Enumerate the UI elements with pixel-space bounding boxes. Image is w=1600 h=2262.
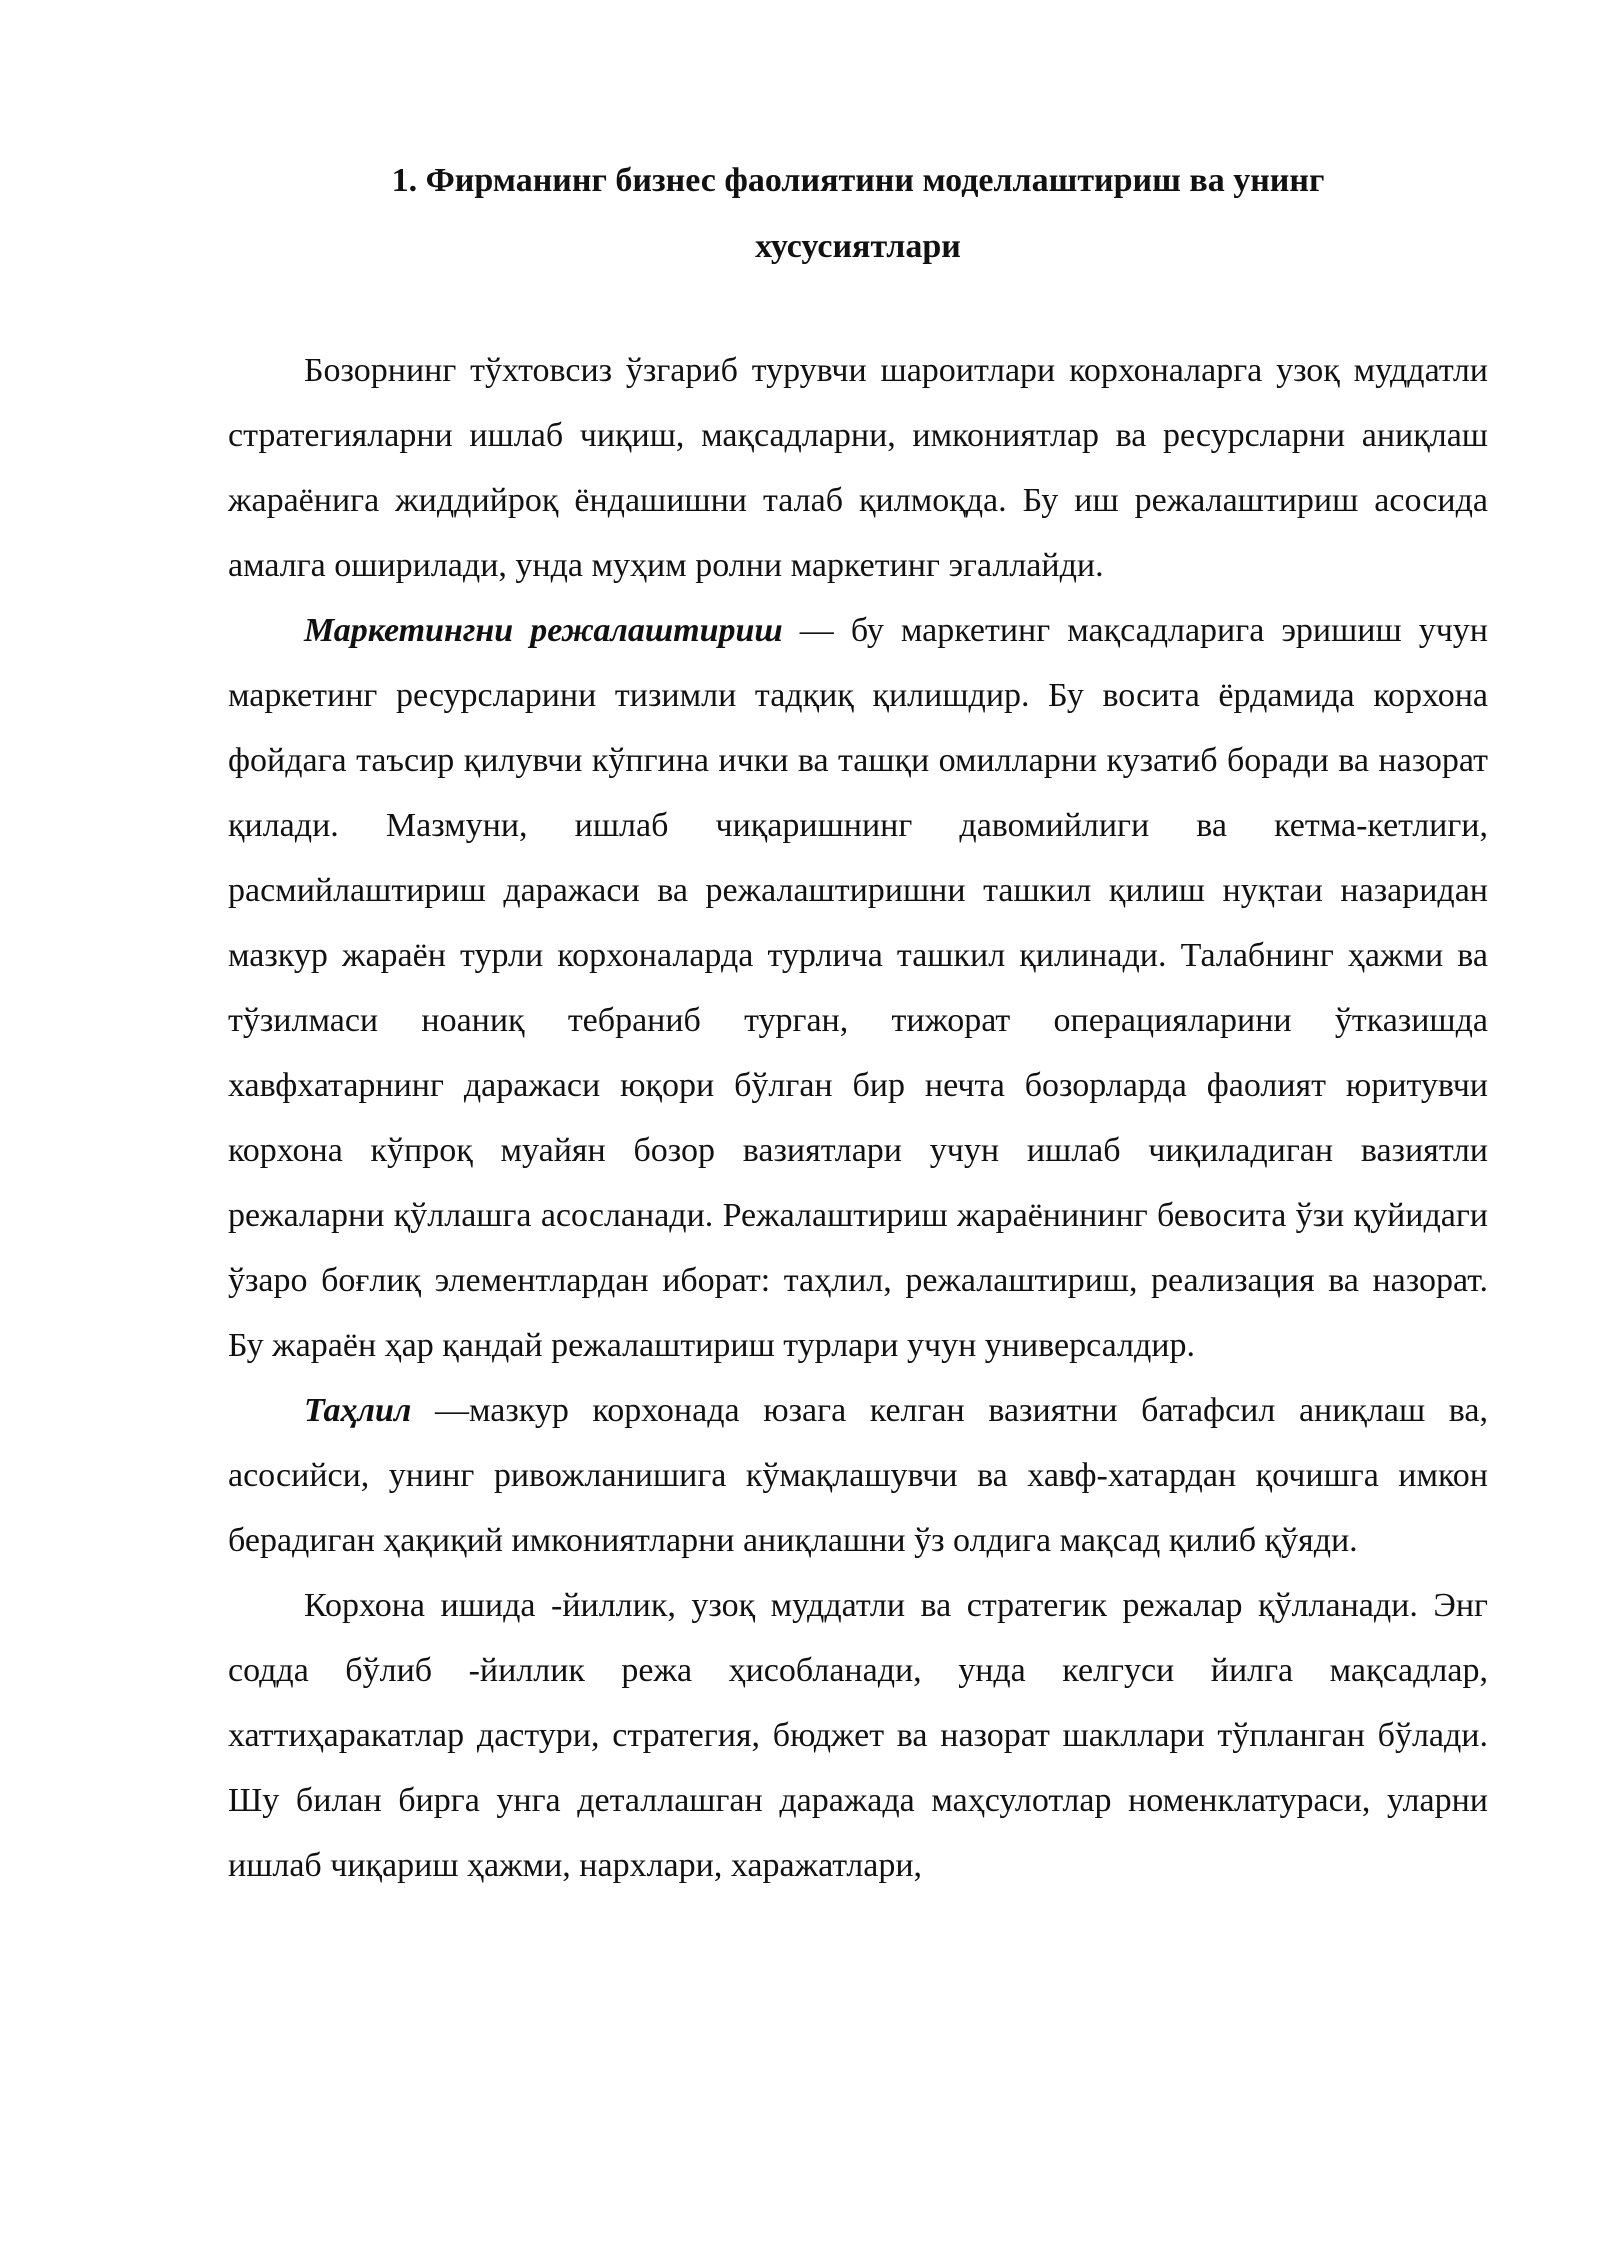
section-title-line-2: хусусиятлари [755, 228, 961, 265]
document-body [228, 148, 1488, 1898]
paragraph-text: Корхона ишида -йиллик, узоқ муддатли ва стратегик режалар қўлланади. Энг содда бўлиб -йиллик режа ҳисобланади, унда келгуси йилга мақсадлар, хаттиҳаракатлар дастури, стратегия, бюджет ва назорат шакллари тўпланган бўлади. Шу билан бирга унга деталлашган даражада маҳсулотлар номенклатураси, уларни ишлаб чиқариш ҳажми, нархлари, харажатлари, [228, 1587, 1488, 1884]
paragraph-intro [228, 338, 1488, 598]
paragraph-text: Бозорнинг тўхтовсиз ўзгариб турувчи шароитлари корхоналарга узоқ муддатли стратегияларни ишлаб чиқиш, мақсадларни, имкониятлар ва ресурсларни аниқлаш жараёнига жиддийроқ ёндашишни талаб қилмоқда. Бу иш режалаштириш асосида амалга оширилади, унда муҳим ролни маркетинг эгаллайди. [228, 352, 1488, 584]
term-marketing-planning: Маркетингни режалаштириш [304, 612, 783, 649]
paragraph-marketing-planning [228, 598, 1488, 1378]
paragraph-analysis [228, 1378, 1488, 1573]
paragraph-plans [228, 1573, 1488, 1898]
section-title [228, 148, 1488, 280]
paragraph-text: —мазкур корхонада юзага келган вазиятни батафсил аниқлаш ва, асосийси, унинг ривожланишига кўмақлашувчи ва хавф-хатардан қочишга имкон берадиган ҳақиқий имкониятларни аниқлашни ўз олдига мақсад қилиб қўяди. [228, 1392, 1488, 1559]
section-title-line-1: 1. Фирманинг бизнес фаолиятини моделлаштириш ва унинг [391, 162, 1325, 199]
paragraph-text: — бу маркетинг мақсадларига эришиш учун маркетинг ресурсларини тизимли тадқиқ қилишдир. Бу восита ёрдамида корхона фойдага таъсир қилувчи кўпгина ички ва ташқи омилларни кузатиб боради ва назорат қилади. Мазмуни, ишлаб чиқаришнинг давомийлиги ва кетма-кетлиги, расмийлаштириш даражаси ва режалаштиришни ташкил қилиш нуқтаи назаридан мазкур жараён турли корхоналарда турлича ташкил қилинади. Талабнинг ҳажми ва тўзилмаси ноаниқ тебраниб турган, тижорат операцияларини ўтказишда хавфхатарнинг даражаси юқори бўлган бир нечта бозорларда фаолият юритувчи корхона кўпроқ муайян бозор вазиятлари учун ишлаб чиқиладиган вазиятли режаларни қўллашга асосланади. Режалаштириш жараёнининг бевосита ўзи қуйидаги ўзаро боғлиқ элементлардан иборат: таҳлил, режалаштириш, реализация ва назорат. Бу жараён ҳар қандай режалаштириш турлари учун универсалдир. [228, 612, 1488, 1364]
term-analysis: Таҳлил [304, 1392, 412, 1429]
